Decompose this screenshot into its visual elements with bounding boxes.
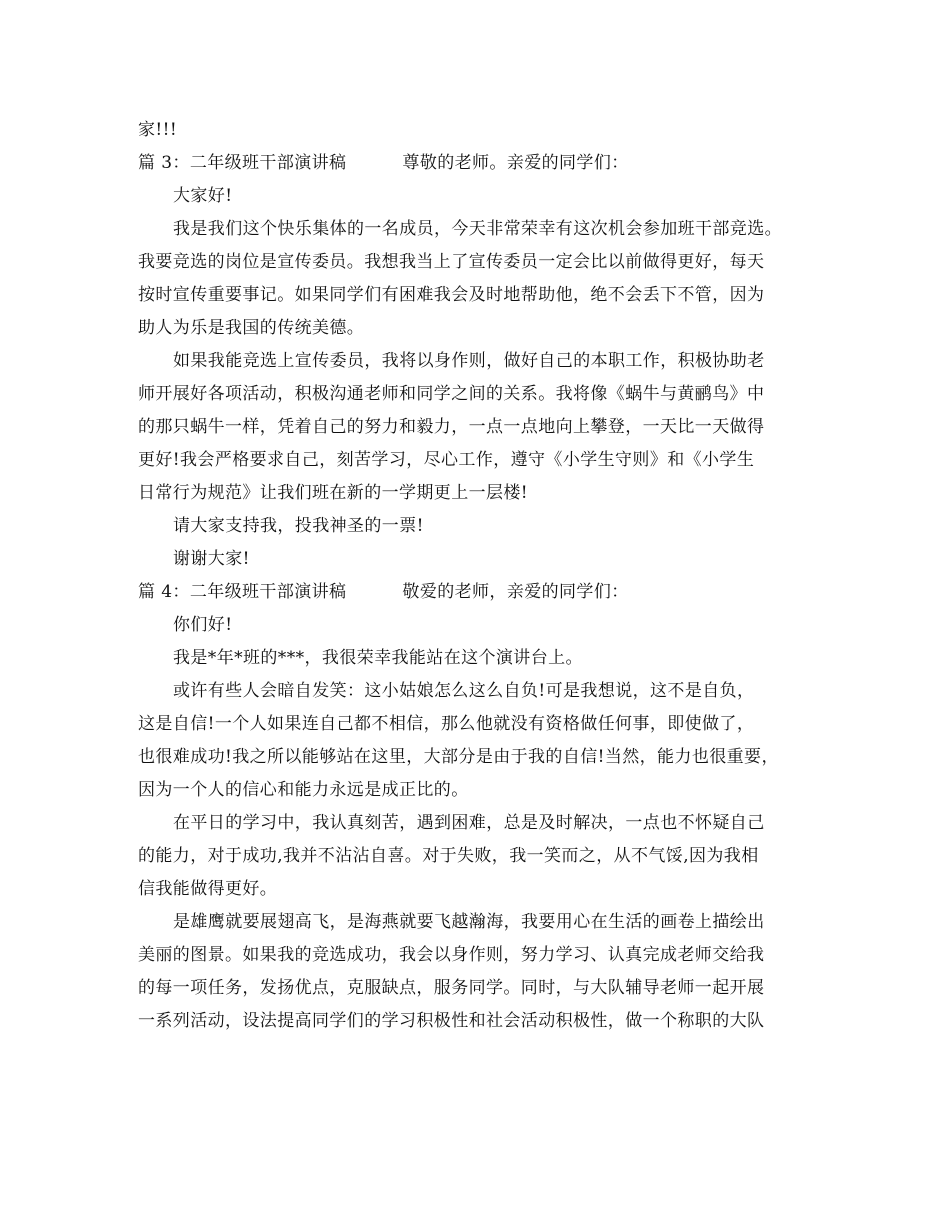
text-line: 我要竞选的岗位是宣传委员。我想我当上了宣传委员一定会比以前做得更好，每天 xyxy=(138,252,765,272)
text-line: 助人为乐是我国的传统美德。 xyxy=(138,318,365,338)
text-line: 谢谢大家! xyxy=(173,549,250,569)
text-line: 是雄鹰就要展翅高飞，是海燕就要飞越瀚海，我要用心在生活的画卷上描绘出 xyxy=(173,912,765,932)
text-line: 信我能做得更好。 xyxy=(138,879,278,899)
text-line: 因为一个人的信心和能力永远是成正比的。 xyxy=(138,780,469,800)
section-title: 篇 4：二年级班干部演讲稿 xyxy=(138,582,347,602)
text-line: 在平日的学习中，我认真刻苦，遇到困难，总是及时解决，一点也不怀疑自己 xyxy=(173,813,765,833)
text-line: 日常行为规范》让我们班在新的一学期更上一层楼! xyxy=(138,483,529,503)
text-line: 也很难成功!我之所以能够站在这里，大部分是由于我的自信!当然，能力也很重要， xyxy=(138,747,779,767)
text-line: 美丽的图景。如果我的竞选成功，我会以身作则，努力学习、认真完成老师交给我 xyxy=(138,945,765,965)
section-heading xyxy=(138,576,828,609)
text-line: 的每一项任务，发扬优点，克服缺点，服务同学。同时，与大队辅导老师一起开展 xyxy=(138,978,765,998)
section-salutation: 敬爱的老师，亲爱的同学们： xyxy=(402,582,629,602)
text-line: 大家好! xyxy=(173,186,233,206)
text-line: 这是自信!一个人如果连自己都不相信，那么他就没有资格做任何事，即使做了， xyxy=(138,714,755,734)
text-line: 一系列活动，设法提高同学们的学习积极性和社会活动积极性，做一个称职的大队 xyxy=(138,1011,765,1031)
text-line: 家!!! xyxy=(138,120,178,140)
text-line: 请大家支持我，投我神圣的一票! xyxy=(173,516,424,536)
text-line: 的那只蜗牛一样，凭着自己的努力和毅力，一点一点地向上攀登，一天比一天做得 xyxy=(138,417,765,437)
section-heading xyxy=(138,147,828,180)
text-line: 的能力，对于成功,我并不沾沾自喜。对于失败，我一笑而之，从不气馁,因为我相 xyxy=(138,846,759,866)
document-body xyxy=(138,114,828,1038)
text-line: 按时宣传重要事记。如果同学们有困难我会及时地帮助他，绝不会丢下不管，因为 xyxy=(138,285,765,305)
section-title: 篇 3：二年级班干部演讲稿 xyxy=(138,153,347,173)
section-salutation: 尊敬的老师。亲爱的同学们： xyxy=(402,153,629,173)
text-line: 更好!我会严格要求自己，刻苦学习，尽心工作，遵守《小学生守则》和《小学生 xyxy=(138,450,755,470)
text-line: 或许有些人会暗自发笑：这小姑娘怎么这么自负!可是我想说，这不是自负， xyxy=(173,681,755,701)
text-line: 师开展好各项活动，积极沟通老师和同学之间的关系。我将像《蜗牛与黄鹂鸟》中 xyxy=(138,384,765,404)
text-line: 如果我能竞选上宣传委员，我将以身作则，做好自己的本职工作，积极协助老 xyxy=(173,351,765,371)
text-line: 你们好! xyxy=(173,615,233,635)
text-line: 我是*年*班的***，我很荣幸我能站在这个演讲台上。 xyxy=(173,648,583,668)
text-line: 我是我们这个快乐集体的一名成员，今天非常荣幸有这次机会参加班干部竞选。 xyxy=(173,219,782,239)
